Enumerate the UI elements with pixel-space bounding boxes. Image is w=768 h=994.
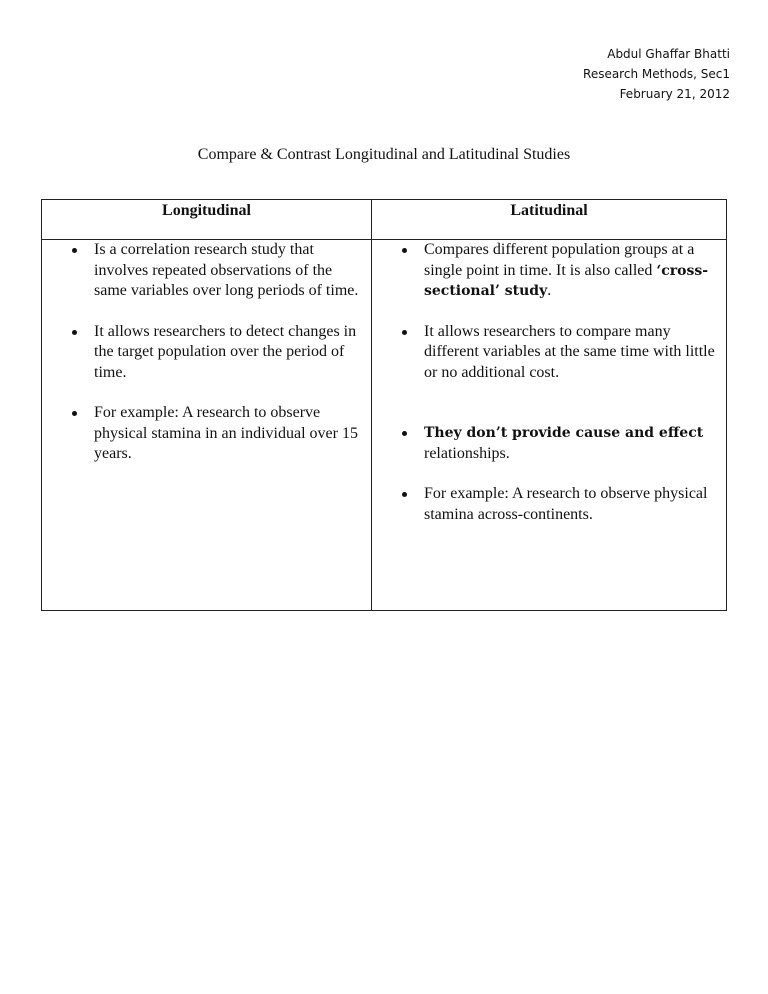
list-item [372, 322, 726, 384]
document-date: February 21, 2012 [619, 87, 730, 101]
author-name: Abdul Ghaffar Bhatti [607, 47, 730, 61]
latitudinal-heading: Latitudinal [510, 202, 588, 219]
longitudinal-cell [42, 240, 372, 610]
document-title: Compare & Contrast Longitudinal and Latitudinal Studies [197, 146, 571, 163]
author-header [583, 44, 730, 104]
list-item-emphasis: They don’t provide cause and effect [424, 425, 704, 441]
list-item-text: It allows researchers to compare many different variables at the same time with little or no additional cost. [424, 322, 715, 381]
bullet-icon [402, 492, 407, 497]
list-item [372, 484, 726, 525]
table-header-row [42, 200, 726, 240]
list-item-text: For example: A research to observe physical stamina in an individual over 15 years. [94, 404, 358, 462]
list-item [42, 240, 371, 302]
longitudinal-heading: Longitudinal [42, 200, 372, 239]
bullet-icon [402, 248, 407, 253]
longitudinal-list [42, 240, 371, 465]
latitudinal-cell [372, 240, 726, 610]
list-item [372, 423, 726, 464]
latitudinal-list [372, 240, 726, 525]
comparison-table [41, 199, 727, 611]
list-item-text: Is a correlation research study that involves repeated observations of the same variables over long periods of time. [94, 241, 359, 299]
list-item [42, 403, 371, 465]
bullet-icon [402, 431, 407, 436]
list-item-text-tail: relationships. [424, 444, 510, 462]
list-item [42, 322, 371, 384]
list-item-emphasis: ‘cross-sectional’ study [424, 262, 709, 299]
table-body-row [42, 240, 726, 610]
list-item-text: Compares different population groups at a single point in time. It is also called [424, 241, 695, 279]
list-item-text: For example: A research to observe physical stamina across-continents. [424, 485, 708, 523]
list-item-text: It allows researchers to detect changes in the target population over the period of time. [94, 322, 357, 381]
course-name: Research Methods, Sec1 [583, 67, 730, 81]
list-item [372, 240, 726, 302]
list-item-text-tail: . [547, 282, 552, 299]
bullet-icon [402, 330, 407, 335]
bullet-icon [72, 330, 77, 335]
bullet-icon [72, 411, 77, 416]
bullet-icon [72, 248, 77, 253]
